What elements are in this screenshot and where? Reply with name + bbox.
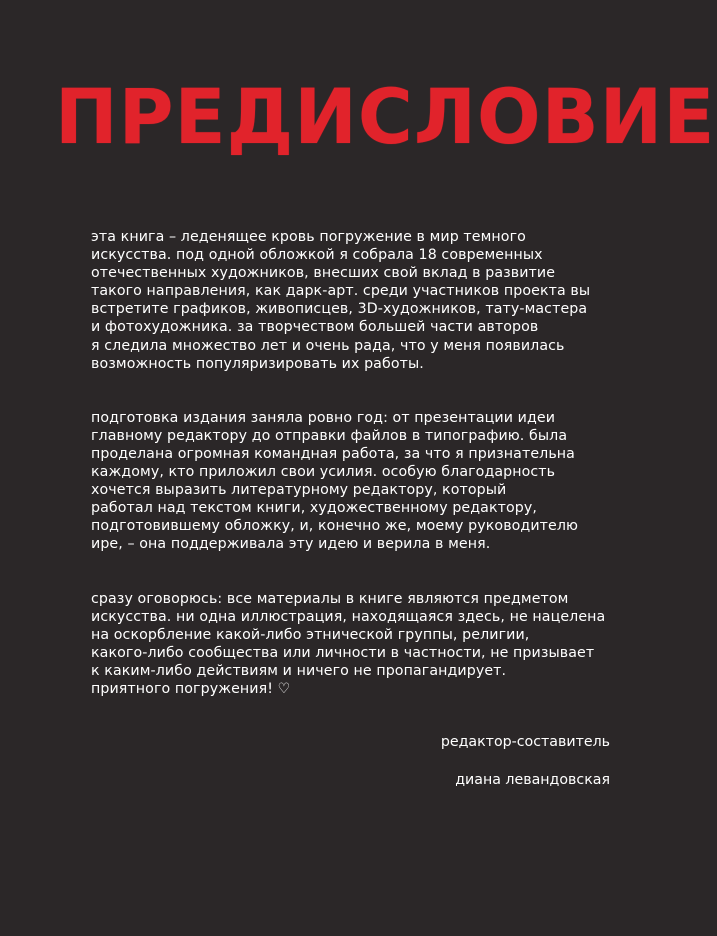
page-title: ПРЕДИСЛОВИЕ bbox=[55, 72, 716, 161]
foreword-body bbox=[91, 228, 651, 734]
paragraph-1: эта книга – леденящее кровь погружение в мир темного искусства. под одной обложкой я собрала 18 современных отечественных художников, внесших свой вклад в развитие такого направления, как дарк-арт. среди участников проекта вы встретите графиков, живописцев, 3D-художников, тату-мастера и фотохудожника. за творчеством большей части авторов я следила множество лет и очень рада, что у меня появилась возможность популяризировать их работы. bbox=[91, 229, 591, 372]
signature-role: редактор-составитель bbox=[440, 734, 610, 750]
paragraph-2: подготовка издания заняла ровно год: от презентации идеи главному редактору до отправки файлов в типографию. была проделана огромная командная работа, за что я признательна каждому, кто приложил свои усилия. особую благодарность хочется выразить литературному редактору, который работал над текстом книги, художественному редактору, подготовившему обложку, и, конечно же, моему руководителю ире, – она поддерживала эту идею и верила в меня. bbox=[91, 409, 579, 553]
signature-name: диана левандовская bbox=[455, 772, 610, 788]
paragraph-3: сразу оговорюсь: все материалы в книге являются предметом искусства. ни одна иллюстрация, находящаяся здесь, не нацелена на оскорбление какой-либо этнической группы, религии, какого-либо сообщества или личности в частности, не призывает к каким-либо действиям и ничего не пропагандирует. приятного погружения! ♡ bbox=[91, 590, 606, 697]
signature-block bbox=[441, 714, 610, 809]
